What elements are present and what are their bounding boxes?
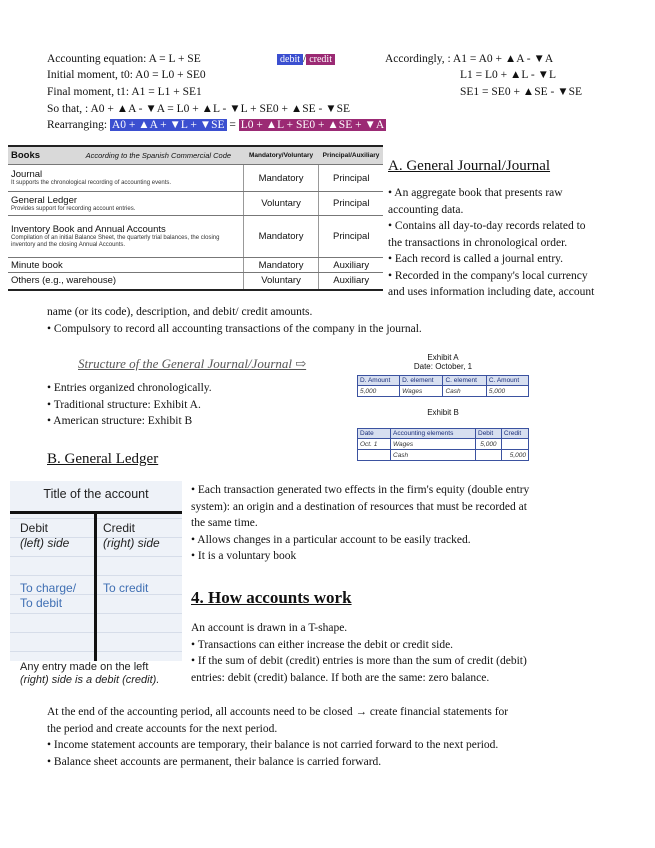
- cell: 5,000: [486, 386, 528, 397]
- journal-continuation: [47, 304, 422, 337]
- book-name: Others (e.g., warehouse): [11, 275, 117, 287]
- principal-cell: Principal: [319, 216, 383, 258]
- journal-line: and uses information including date, account: [388, 286, 595, 298]
- col-header: C. element: [443, 376, 486, 386]
- ledger-line: • It is a voluntary book: [191, 550, 297, 562]
- t-credit-label: Credit: [103, 521, 136, 535]
- mandatory-cell: Mandatory: [243, 258, 319, 273]
- cell: Wages: [400, 386, 443, 397]
- book-cell: [8, 258, 243, 273]
- book-desc: It supports the chronological recording of accounting events.: [11, 180, 172, 186]
- col-header: D. element: [400, 376, 443, 386]
- table-row: [8, 216, 383, 258]
- journal-title: A. General Journal/Journal: [388, 158, 551, 174]
- t-account-footer: [10, 661, 182, 689]
- t-account-vertical-line: [94, 511, 97, 661]
- closing-line: • Income statement accounts are temporary, their balance is not carried forward to the next period.: [47, 739, 499, 751]
- book-cell: [8, 216, 243, 258]
- accordingly-equation: Accordingly, : A1 = A0 + ▲A - ▼A: [385, 53, 554, 65]
- table-row: [8, 258, 383, 273]
- t-footer-line: Any entry made on the left: [20, 661, 149, 673]
- ledger-line: system): an origin and a destination of resources that must be recorded at: [191, 500, 527, 513]
- credit-legend: credit: [306, 54, 335, 65]
- rearranging-credit-side: L0 + ▲L + SE0 + ▲SE + ▼A: [240, 119, 385, 131]
- cell: Oct. 1: [358, 439, 391, 450]
- t-to-credit: To credit: [103, 581, 149, 595]
- t-to-debit: To debit: [20, 596, 63, 610]
- mandatory-cell: Mandatory: [243, 165, 319, 192]
- exhibit-b-title: Exhibit B: [427, 408, 459, 417]
- principal-cell: Principal: [319, 192, 383, 216]
- final-moment: Final moment, t1: A1 = L1 + SE1: [47, 86, 202, 98]
- mandatory-cell: Voluntary: [243, 273, 319, 290]
- book-desc: Provides support for recording account entries.: [11, 205, 136, 212]
- table-row: [8, 165, 383, 192]
- journal-line: • Each record is called a journal entry.: [388, 253, 564, 265]
- book-desc: Compilation of an initial Balance Sheet, the quarterly trial balances, the closing inventory and the closing Annual Accounts.: [11, 235, 220, 248]
- rearranging-debit-side: A0 + ▲A + ▼L + ▼SE: [111, 119, 225, 131]
- col-header: Date: [358, 429, 391, 439]
- mandatory-cell: Voluntary: [243, 192, 319, 216]
- accounts-line: An account is drawn in a T-shape.: [191, 622, 348, 634]
- cell: Cash: [443, 386, 486, 397]
- journal-line: the transactions in chronological order.: [388, 236, 568, 249]
- accounts-line: • If the sum of debit (credit) entries is more than the sum of credit (debit): [191, 655, 527, 667]
- cell: [358, 450, 391, 461]
- book-cell: [8, 192, 243, 216]
- t-account-title: Title of the account: [10, 481, 182, 509]
- cell: [501, 439, 528, 450]
- accounts-description: [191, 620, 527, 686]
- t-debit-label: Debit: [20, 521, 49, 535]
- table-row: [358, 386, 529, 397]
- col-header: Accounting elements: [391, 429, 476, 439]
- structure-list: [47, 380, 212, 430]
- exhibit-b: [357, 408, 529, 461]
- book-cell: [8, 165, 243, 192]
- exhibit-a-date: Date: October, 1: [413, 362, 473, 371]
- accounting-equation: Accounting equation: A = L + SE: [47, 53, 201, 65]
- table-row: [8, 273, 383, 290]
- cell: Cash: [391, 450, 476, 461]
- journal-line: name (or its code), description, and debit/ credit amounts.: [47, 306, 313, 318]
- col-header: Credit: [501, 429, 528, 439]
- principal-cell: Principal: [319, 165, 383, 192]
- cell: 5,000: [476, 439, 502, 450]
- structure-line: • American structure: Exhibit B: [47, 415, 193, 427]
- closing-line: At the end of the accounting period, all accounts need to be closed → create financial statements for: [47, 706, 509, 718]
- closing-line: the period and create accounts for the next period.: [47, 722, 278, 735]
- principal-cell: Auxiliary: [319, 273, 383, 290]
- journal-line: • Contains all day-to-day records related to: [388, 220, 586, 232]
- legend-slash: /: [303, 53, 307, 65]
- table-row: [358, 439, 529, 450]
- journal-line: • An aggregate book that presents raw: [388, 187, 563, 199]
- book-name: Journal: [11, 169, 43, 180]
- ledger-title: B. General Ledger: [47, 451, 159, 467]
- book-name: Inventory Book and Annual Accounts: [11, 224, 166, 235]
- books-header: Books: [8, 146, 74, 165]
- cell: 5,000: [358, 386, 400, 397]
- section-heading: 4. How accounts work: [191, 588, 352, 607]
- exhibit-a: [357, 353, 529, 397]
- structure-title: Structure of the General Journal/Journal ⇨: [78, 356, 307, 371]
- journal-line: accounting data.: [388, 203, 464, 216]
- cell: 5,000: [501, 450, 528, 461]
- table-row: [8, 192, 383, 216]
- table-row: [358, 450, 529, 461]
- structure-line: • Traditional structure: Exhibit A.: [47, 398, 201, 411]
- code-header: According to the Spanish Commercial Code: [74, 146, 243, 165]
- principal-header: Principal/Auxiliary: [319, 146, 383, 165]
- ledger-line: • Each transaction generated two effects in the firm's equity (double entry: [191, 484, 530, 496]
- t-debit-side: (left) side: [20, 536, 70, 550]
- book-name: Minute book: [11, 259, 63, 271]
- mandatory-header: Mandatory/Voluntary: [243, 146, 319, 165]
- so-that-equation: So that, : A0 + ▲A - ▼A = L0 + ▲L - ▼L + SE0 + ▲SE - ▼SE: [47, 103, 351, 115]
- journal-description: [388, 185, 594, 301]
- journal-line: • Compulsory to record all accounting transactions of the company in the journal.: [47, 322, 422, 335]
- t-account-illustration: [10, 481, 182, 689]
- principal-cell: Auxiliary: [319, 258, 383, 273]
- col-header: D. Amount: [358, 376, 400, 386]
- liabilities-equation: L1 = L0 + ▲L - ▼L: [460, 69, 556, 81]
- accounts-line: entries: debit (credit) balance. If both are the same: zero balance.: [191, 671, 490, 684]
- ledger-line: the same time.: [191, 517, 258, 529]
- book-name: General Ledger: [11, 194, 78, 206]
- rearranging-label: Rearranging:: [47, 119, 108, 131]
- debit-credit-legend: [277, 53, 335, 65]
- accounts-line: • Transactions can either increase the debit or credit side.: [191, 638, 454, 651]
- journal-line: • Recorded in the company's local currency: [388, 269, 588, 282]
- closing-line: • Balance sheet accounts are permanent, their balance is carried forward.: [47, 755, 382, 768]
- t-to-charge: To charge/: [20, 581, 77, 595]
- rearranging-equals: =: [226, 119, 239, 131]
- debit-legend: debit: [277, 54, 303, 65]
- book-cell: [8, 273, 243, 290]
- t-credit-side: (right) side: [103, 536, 160, 550]
- cell: Wages: [391, 439, 476, 450]
- mandatory-cell: Mandatory: [243, 216, 319, 258]
- exhibit-a-title: Exhibit A: [427, 353, 459, 362]
- cell: [476, 450, 502, 461]
- books-table: [8, 145, 383, 291]
- col-header: C. Amount: [486, 376, 528, 386]
- structure-line: • Entries organized chronologically.: [47, 382, 212, 394]
- ledger-line: • Allows changes in a particular account to be easily tracked.: [191, 533, 471, 546]
- closing-description: [47, 704, 508, 770]
- equity-equation: SE1 = SE0 + ▲SE - ▼SE: [460, 86, 582, 98]
- rearranging-equation: [47, 119, 386, 131]
- col-header: Debit: [476, 429, 502, 439]
- t-footer-line: (right) side is a debit (credit).: [20, 674, 160, 686]
- initial-moment: Initial moment, t0: A0 = L0 + SE0: [47, 69, 206, 81]
- ledger-description: [191, 482, 529, 565]
